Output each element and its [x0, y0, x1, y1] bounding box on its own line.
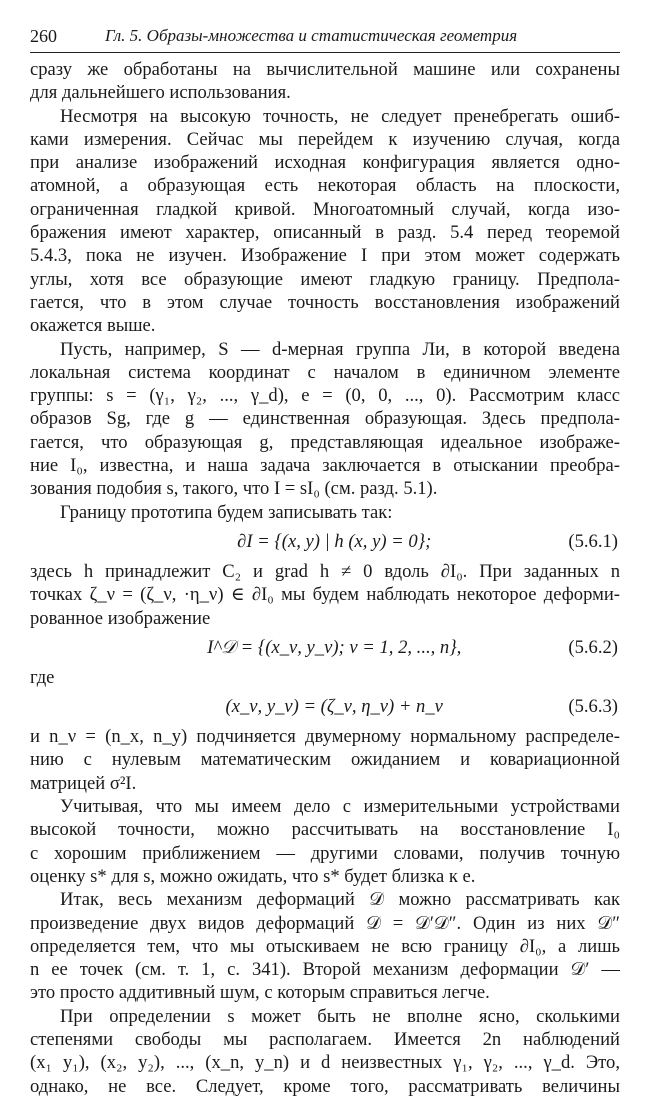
text-line: образов Sg, где g — единственная образующая. Здесь предпола-: [30, 408, 620, 430]
text-line: точках ζ_ν = (ζ_ν, ·η_ν) ∈ ∂I₀ мы будем наблюдать некоторое деформи-: [30, 584, 620, 606]
equation-formula: ∂I = {(x, y) | h (x, y) = 0};: [237, 530, 432, 552]
text-line: сразу же обработаны на вычислительной машине или сохранены: [30, 59, 620, 80]
text-line: 5.4.3, пока не изучен. Изображение I при этом может содержать: [30, 245, 620, 267]
text-line: окажется выше.: [30, 315, 156, 337]
text-line: Границу прототипа будем записывать так:: [60, 501, 393, 523]
text-line: Несмотря на высокую точность, не следует пренебрегать ошиб-: [60, 105, 620, 127]
text-line: ограниченная гладкой кривой. Многоатомный случай, когда изо-: [30, 198, 620, 220]
equation-number: (5.6.1): [568, 530, 618, 552]
text-line: ние I₀, известна, и наша задача заключается в отыскании преобра-: [30, 455, 620, 477]
text-line: здесь h принадлежит C₂ и grad h ≠ 0 вдоль ∂I₀. При заданных n: [30, 560, 620, 582]
text-line: группы: s = (γ₁, γ₂, ..., γ_d), e = (0, 0, ..., 0). Рассмотрим класс: [30, 385, 620, 407]
text-line: однако, не все. Следует, кроме того, рассматривать величины: [30, 1075, 620, 1097]
text-line: При определении s может быть не вполне ясно, сколькими: [60, 1005, 620, 1027]
text-line: рованное изображение: [30, 607, 211, 629]
text-line: бражения имеют характер, описанный в разд. 5.4 перед теоремой: [30, 222, 620, 244]
text-line: зования подобия s, такого, что I = sI₀ (см. разд. 5.1).: [30, 478, 438, 500]
page-header: [30, 22, 620, 53]
text-line: при анализе изображений исходная конфигурация является одно-: [30, 152, 620, 174]
text-line: где: [30, 666, 55, 688]
equation-5-6-2: [30, 630, 620, 666]
text-line: Пусть, например, S — d-мерная группа Ли, в которой введена: [60, 338, 620, 360]
text-line: с хорошим приближением — другими словами, получив точную: [30, 842, 620, 864]
text-line: n ее точек (см. т. 1, с. 341). Второй механизм деформации 𝒟′ —: [30, 959, 620, 981]
text-line: ками измерения. Сейчас мы перейдем к изучению случая, когда: [30, 128, 620, 150]
equation-number: (5.6.2): [568, 636, 618, 658]
text-line: и n_ν = (n_x, n_y) подчиняется двумерному нормальному распределе-: [30, 726, 620, 748]
text-line: локальная система координат с началом в единичном элементе: [30, 361, 620, 383]
text-line: степенями свободы мы располагаем. Имеется 2n наблюдений: [30, 1028, 620, 1050]
text-line: гается, что образующая g, представляющая идеальное изображе-: [30, 431, 620, 453]
equation-formula: I^𝒟 = {(x_ν, y_ν); ν = 1, 2, ..., n},: [207, 636, 462, 658]
text-line: высокой точности, можно рассчитывать на восстановление I₀: [30, 819, 620, 841]
text-line: для дальнейшего использования.: [30, 82, 291, 104]
text-line: оценку s* для s, можно ожидать, что s* будет близка к e.: [30, 865, 476, 887]
equation-formula: (x_ν, y_ν) = (ζ_ν, η_ν) + n_ν: [225, 696, 443, 718]
text-line: это просто аддитивный шум, с которым справиться легче.: [30, 982, 490, 1004]
text-line: (x₁ y₁), (x₂, y₂), ..., (x_n, y_n) и d неизвестных γ₁, γ₂, ..., γ_d. Это,: [30, 1052, 620, 1074]
text-line: определяется тем, что мы отыскиваем не всю границу ∂I₀, а лишь: [30, 935, 620, 957]
text-line: Учитывая, что мы имеем дело с измерительными устройствами: [60, 796, 620, 818]
text-line: гается, что в этом случае точность восстановления изображений: [30, 291, 620, 313]
text-line: произведение двух видов деформаций 𝒟 = 𝒟′𝒟″. Один из них 𝒟″: [30, 912, 620, 934]
text-line: атомной, а образующая есть некоторая область на плоскости,: [30, 175, 620, 197]
text-line: нию с нулевым математическим ожиданием и ковариационной: [30, 749, 620, 771]
text-line: матрицей σ²I.: [30, 772, 137, 794]
body-text: [30, 58, 620, 1098]
text-line: Итак, весь механизм деформаций 𝒟 можно рассматривать как: [60, 889, 620, 911]
page-number: 260: [30, 26, 57, 46]
text-line: углы, хотя все образующие имеют гладкую границу. Предпола-: [30, 268, 620, 290]
running-head: Гл. 5. Образы-множества и статистическая геометрия: [105, 26, 518, 45]
equation-number: (5.6.3): [568, 696, 618, 718]
equation-5-6-3: [30, 689, 620, 725]
equation-5-6-1: [30, 524, 620, 560]
